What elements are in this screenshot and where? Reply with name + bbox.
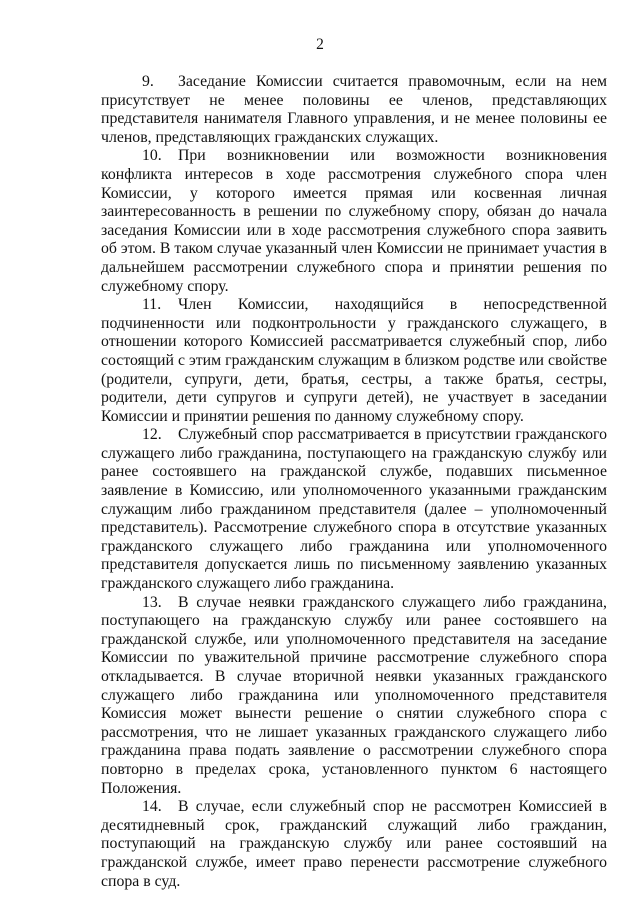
paragraph-number: 10. [142,147,162,165]
paragraph-text: В случае неявки гражданского служащего либо гражданина, поступающего на гражданскую службу или ранее состоявшего на гражданской службе, или уполномоченного представителя на заседание Комиссии по уважительной причине рассмотрение служебного спора откладывается. В случае вторичной неявки указанных гражданского служащего либо гражданина или уполномоченного представителя Комиссия может вынести решение о снятии служебного спора с рассмотрения, что не лишает указанных гражданского служащего либо гражданина права подать заявление о рассмотрении служебного спора повторно в пределах срока, установленного пунктом 6 настоящего Положения. [101,593,607,797]
paragraph-13 [101,594,607,799]
paragraph-12 [101,426,607,593]
paragraph-text: При возникновении или возможности возникновения конфликта интересов в ходе рассмотрения служебного спора член Комиссии, у которого имеется прямая или косвенная личная заинтересованность в решении по служебному спору, обязан до начала заседания Комиссии или в ходе рассмотрения служебного спора заявить об этом. В таком случае указанный член Комиссии не принимает участия в дальнейшем рассмотрении служебного спора и принятии решения по служебному спору. [101,147,607,295]
page-number: 2 [316,36,324,53]
paragraph-14 [101,798,607,891]
paragraph-11 [101,296,607,426]
paragraph-text: Член Комиссии, находящийся в непосредственной подчиненности или подконтрольности у гражданского служащего, в отношении которого Комиссией рассматривается служебный спор, либо состоящий с этим гражданским служащим в близком родстве или свойстве (родители, супруги, дети, братья, сестры, а также братья, сестры, родители, дети супругов и супруги детей), не участвует в заседании Комиссии и принятии решения по данному служебному спору. [101,296,607,425]
paragraph-10 [101,147,607,296]
paragraph-text: Служебный спор рассматривается в присутствии гражданского служащего либо гражданина, поступающего на гражданскую службу или ранее состоявшего на гражданской службе, подавших письменное заявление в Комиссию, или уполномоченного указанными гражданским служащим либо гражданином представителя (далее – уполномоченный представитель). Рассмотрение служебного спора в отсутствие указанных гражданского служащего либо гражданина или уполномоченного представителя допускается лишь по письменному заявлению указанных гражданского служащего либо гражданина. [101,426,607,593]
paragraph-text: В случае, если служебный спор не рассмотрен Комиссией в десятидневный срок, гражданский служащий либо гражданин, поступающий на гражданскую службу или ранее состоявший на гражданской службе, имеет право перенести рассмотрение служебного спора в суд. [101,798,607,890]
paragraph-9 [101,73,607,147]
paragraph-number: 14. [142,798,162,816]
paragraph-text: Заседание Комиссии считается правомочным, если на нем присутствует не менее половины ее членов, представляющих представителя нанимателя Главного управления, и не менее половины ее членов, представляющих гражданских служащих. [101,73,607,146]
paragraph-number: 9. [142,73,154,90]
document-body [101,73,607,891]
paragraph-number: 13. [142,593,162,611]
paragraph-number: 12. [142,426,162,444]
paragraph-number: 11. [142,296,162,314]
